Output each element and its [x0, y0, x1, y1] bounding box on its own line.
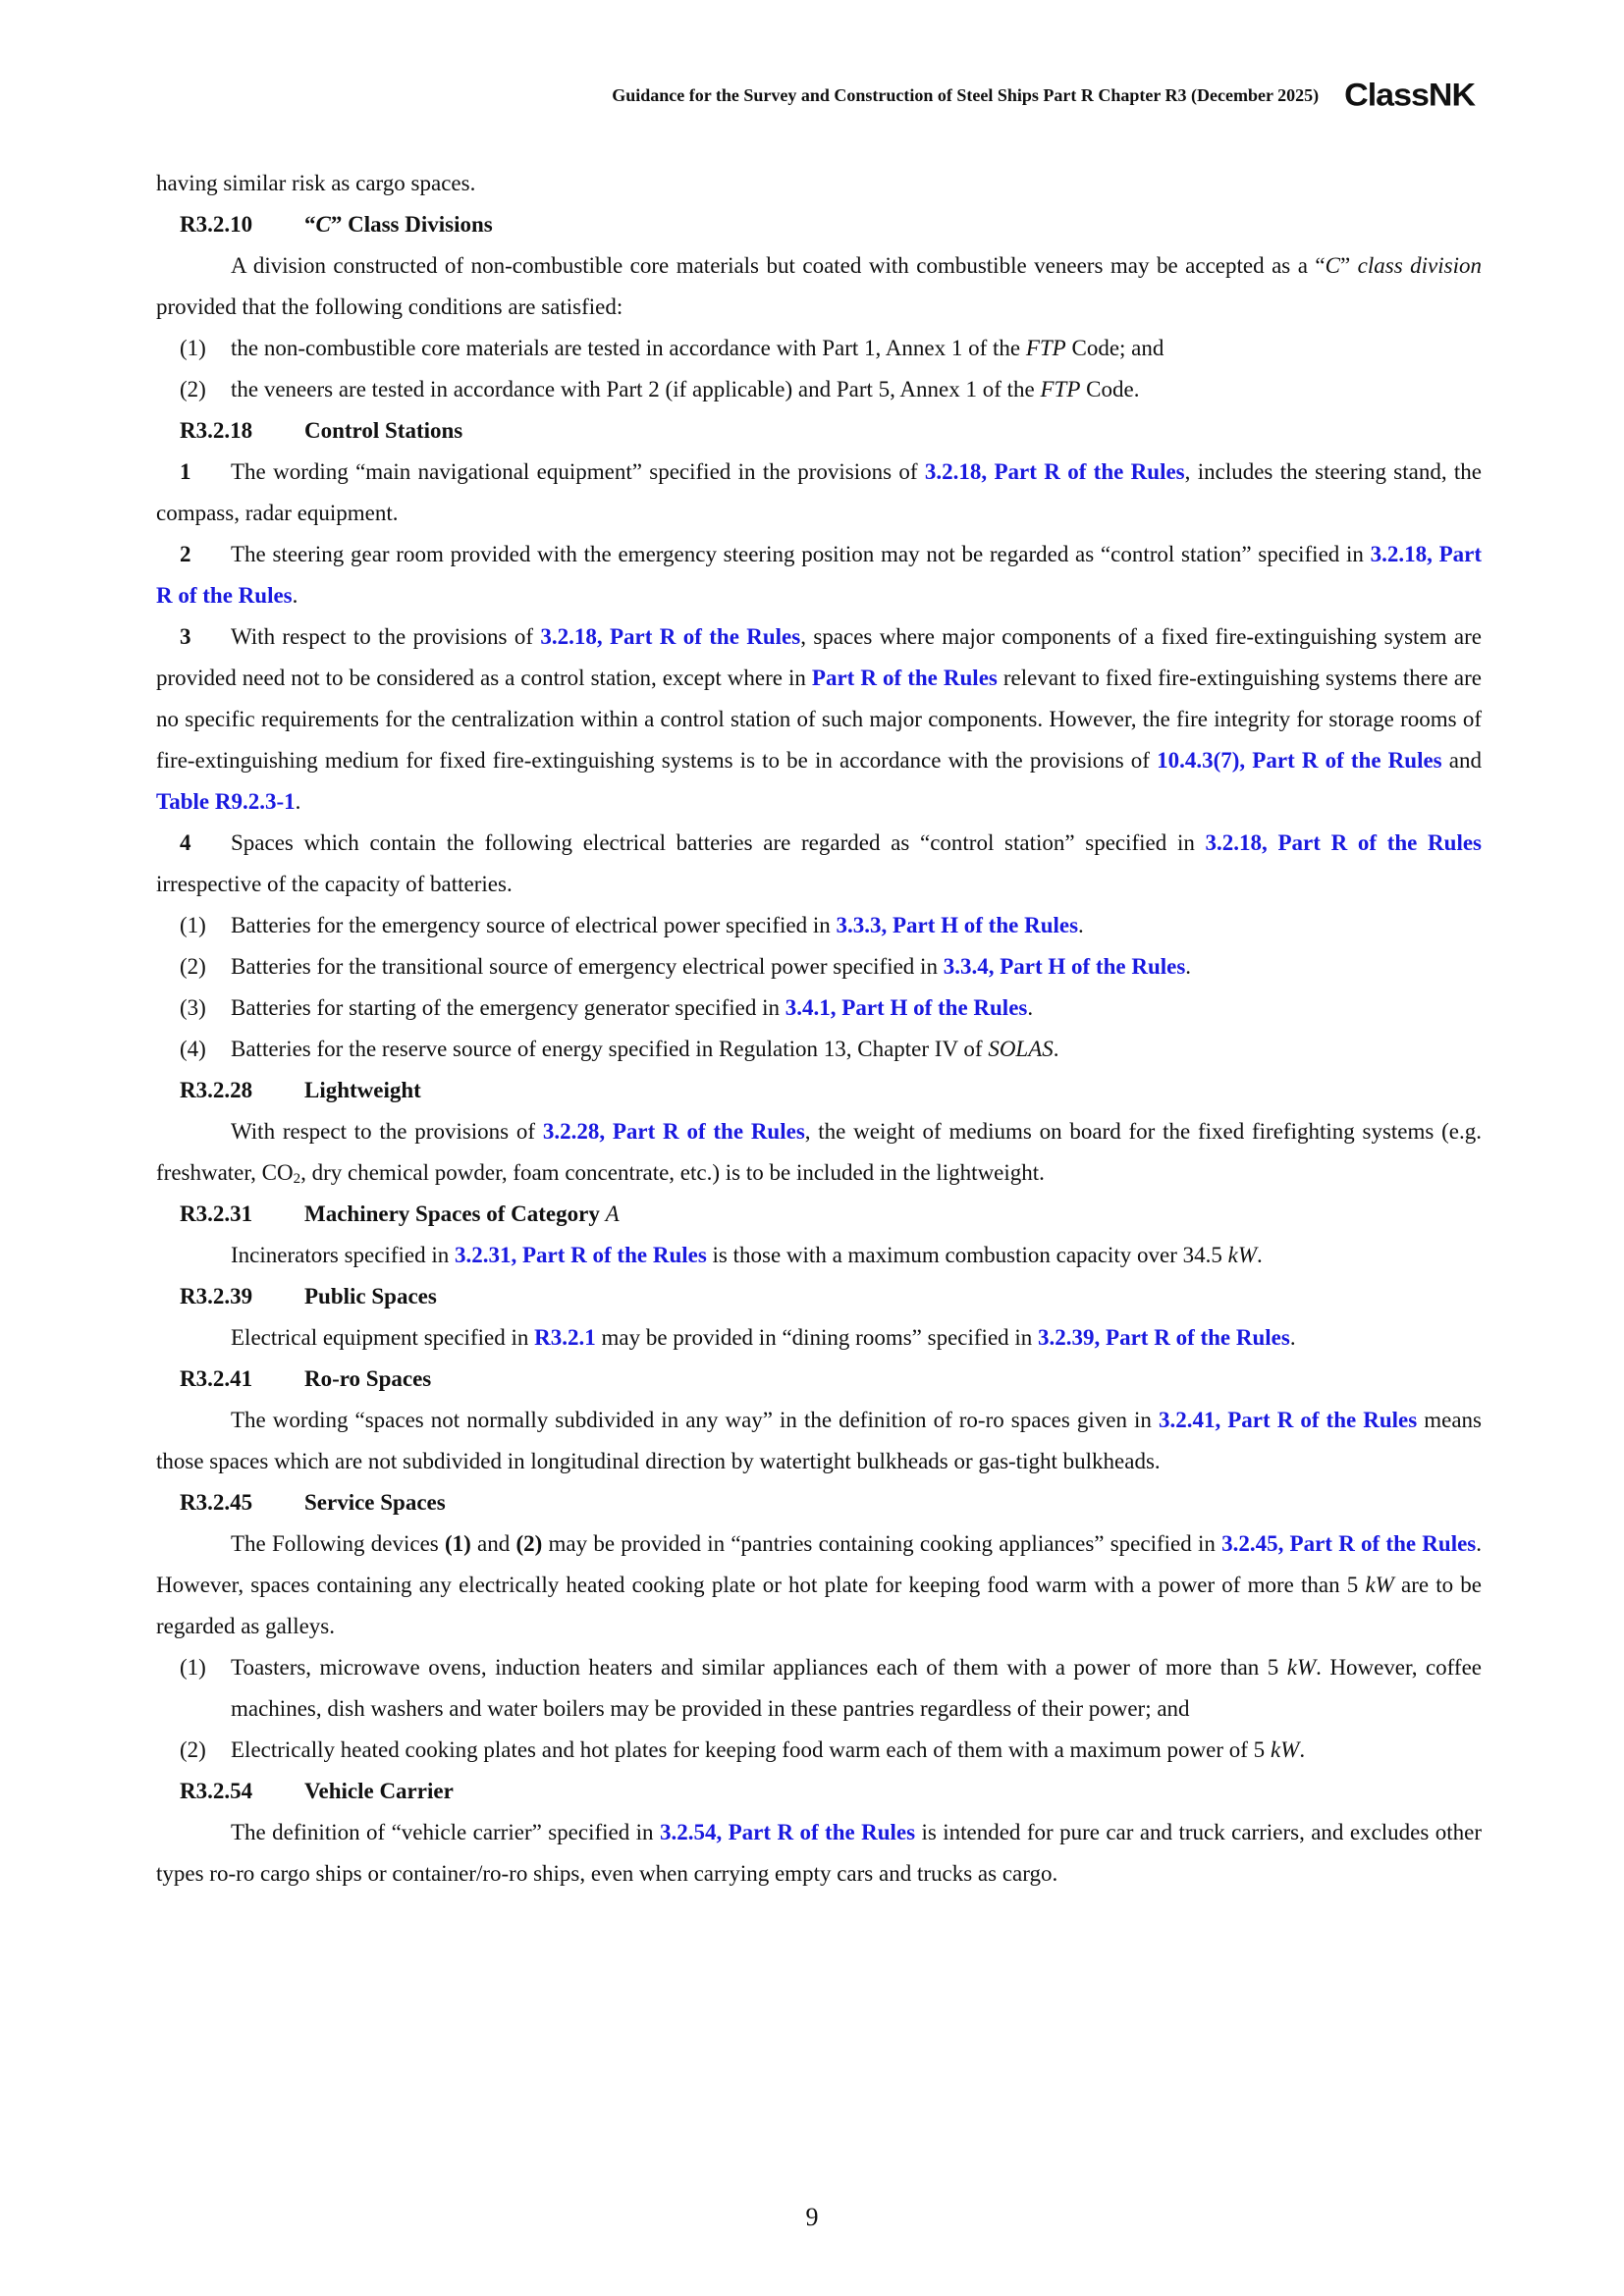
- paragraph: The definition of “vehicle carrier” specified in 3.2.54, Part R of the Rules is intended for pure car and truck carriers, and excludes other types ro-ro cargo ships or container/ro-ro ships, even when carrying empty cars and trucks as cargo.: [156, 1820, 1482, 1886]
- continuation-text: having similar risk as cargo spaces.: [156, 171, 476, 195]
- page-number: 9: [805, 2203, 819, 2231]
- section-heading-r3-2-54: R3.2.54 Vehicle Carrier: [180, 1779, 454, 1803]
- document-title: Guidance for the Survey and Construction of Steel Ships Part R Chapter R3 (December 2025): [612, 85, 1320, 105]
- rule-reference-link[interactable]: Part R of the Rules: [811, 666, 998, 690]
- rule-reference-link[interactable]: R3.2.1: [534, 1325, 596, 1350]
- rule-reference-link[interactable]: 3.2.28, Part R of the Rules: [542, 1119, 805, 1144]
- rule-reference-link[interactable]: 3.2.41, Part R of the Rules: [1158, 1408, 1418, 1432]
- list-item: (2) the veneers are tested in accordance with Part 2 (if applicable) and Part 5, Annex 1 of the FTP Code.: [180, 377, 1140, 401]
- rule-reference-link[interactable]: 10.4.3(7), Part R of the Rules: [1157, 748, 1442, 773]
- rule-reference-link[interactable]: 3.2.18, Part R of the Rules: [924, 459, 1185, 484]
- rule-reference-link[interactable]: 3.2.18, Part R of the Rules: [156, 542, 1482, 608]
- rule-reference-link[interactable]: 3.2.45, Part R of the Rules: [1221, 1531, 1477, 1556]
- paragraph: Incinerators specified in 3.2.31, Part R of the Rules is those with a maximum combustion capacity over 34.5 kW.: [231, 1243, 1263, 1267]
- list-item: (1) Toasters, microwave ovens, induction heaters and similar appliances each of them with a power of more than 5 kW. However, coffee machines, dish washers and water boilers may be provided in these pantries regardless of their power; and: [180, 1655, 1482, 1721]
- paragraph: The Following devices (1) and (2) may be provided in “pantries containing cooking appliances” specified in 3.2.45, Part R of the Rules. However, spaces containing any electrically heated cooking plate or hot plate for keeping food warm with a power of more than 5 kW are to be regarded as galleys.: [156, 1531, 1482, 1638]
- section-heading-r3-2-45: R3.2.45 Service Spaces: [180, 1490, 446, 1515]
- rule-reference-link[interactable]: 3.2.39, Part R of the Rules: [1038, 1325, 1290, 1350]
- list-item: (1) Batteries for the emergency source of electrical power specified in 3.3.3, Part H of the Rules.: [180, 913, 1084, 937]
- list-item: (2) Electrically heated cooking plates and hot plates for keeping food warm each of them with a maximum power of 5 kW.: [180, 1737, 1306, 1762]
- rule-reference-link[interactable]: 3.4.1, Part H of the Rules: [785, 995, 1028, 1020]
- list-item: (4) Batteries for the reserve source of energy specified in Regulation 13, Chapter IV of SOLAS.: [180, 1037, 1059, 1061]
- list-item: (2) Batteries for the transitional source of emergency electrical power specified in 3.3.4, Part H of the Rules.: [180, 954, 1192, 979]
- rule-reference-link[interactable]: 3.2.31, Part R of the Rules: [455, 1243, 707, 1267]
- section-heading-r3-2-39: R3.2.39 Public Spaces: [180, 1284, 437, 1308]
- section-heading-r3-2-28: R3.2.28 Lightweight: [180, 1078, 421, 1102]
- rule-reference-link[interactable]: 3.3.3, Part H of the Rules: [836, 913, 1079, 937]
- numbered-paragraph: 1 The wording “main navigational equipment” specified in the provisions of 3.2.18, Part R of the Rules, includes the steering stand, the compass, radar equipment.: [156, 459, 1483, 525]
- rule-reference-link[interactable]: 3.3.4, Part H of the Rules: [943, 954, 1186, 979]
- table-reference-link[interactable]: Table R9.2.3-1: [156, 789, 296, 814]
- numbered-paragraph: 3 With respect to the provisions of 3.2.18, Part R of the Rules, spaces where major components of a fixed fire-extinguishing system are provided need not to be considered as a control station, except where in Part R of the Rules relevant to fixed fire-extinguishing systems there are no specific requirements for the centralization within a control station of such major components. However, the fire integrity for storage rooms of fire-extinguishing medium for fixed fire-extinguishing systems is to be in accordance with the provisions of 10.4.3(7), Part R of the Rules and Table R9.2.3-1.: [156, 624, 1482, 814]
- section-heading-r3-2-18: R3.2.18 Control Stations: [180, 418, 463, 443]
- rule-reference-link[interactable]: 3.2.54, Part R of the Rules: [659, 1820, 916, 1844]
- paragraph: The wording “spaces not normally subdivided in any way” in the definition of ro-ro spaces given in 3.2.41, Part R of the Rules means those spaces which are not subdivided in longitudinal direction by watertight bulkheads or gas-tight bulkheads.: [156, 1408, 1483, 1473]
- section-heading-r3-2-10: R3.2.10 “C” Class Divisions: [180, 212, 493, 237]
- list-item: (3) Batteries for starting of the emergency generator specified in 3.4.1, Part H of the Rules.: [180, 995, 1034, 1020]
- numbered-paragraph: 2 The steering gear room provided with the emergency steering position may not be regarded as “control station” specified in 3.2.18, Part R of the Rules.: [156, 542, 1482, 608]
- section-heading-r3-2-31: R3.2.31 Machinery Spaces of Category A: [180, 1201, 620, 1226]
- paragraph: With respect to the provisions of 3.2.28, Part R of the Rules, the weight of mediums on board for the fixed firefighting systems (e.g. freshwater, $CO_2$, dry chemical powder, foam concentrate, etc.) is to be included in the lightweight.: [156, 1119, 1483, 1187]
- paragraph: Electrical equipment specified in R3.2.1 may be provided in “dining rooms” specified in 3.2.39, Part R of the Rules.: [231, 1325, 1296, 1350]
- document-body: [156, 163, 1482, 1895]
- page-header: [612, 77, 1475, 115]
- list-item: (1) the non-combustible core materials are tested in accordance with Part 1, Annex 1 of the FTP Code; and: [180, 336, 1164, 360]
- paragraph: A division constructed of non-combustible core materials but coated with combustible veneers may be accepted as a “C” class division provided that the following conditions are satisfied:: [156, 253, 1482, 319]
- section-heading-r3-2-41: R3.2.41 Ro-ro Spaces: [180, 1366, 432, 1391]
- rule-reference-link[interactable]: 3.2.18, Part R of the Rules: [1205, 830, 1482, 855]
- rule-reference-link[interactable]: 3.2.18, Part R of the Rules: [540, 624, 801, 649]
- numbered-paragraph: 4 Spaces which contain the following electrical batteries are regarded as “control station” specified in 3.2.18, Part R of the Rules irrespective of the capacity of batteries.: [156, 830, 1482, 896]
- classnk-logo: ClassNK: [1344, 77, 1475, 114]
